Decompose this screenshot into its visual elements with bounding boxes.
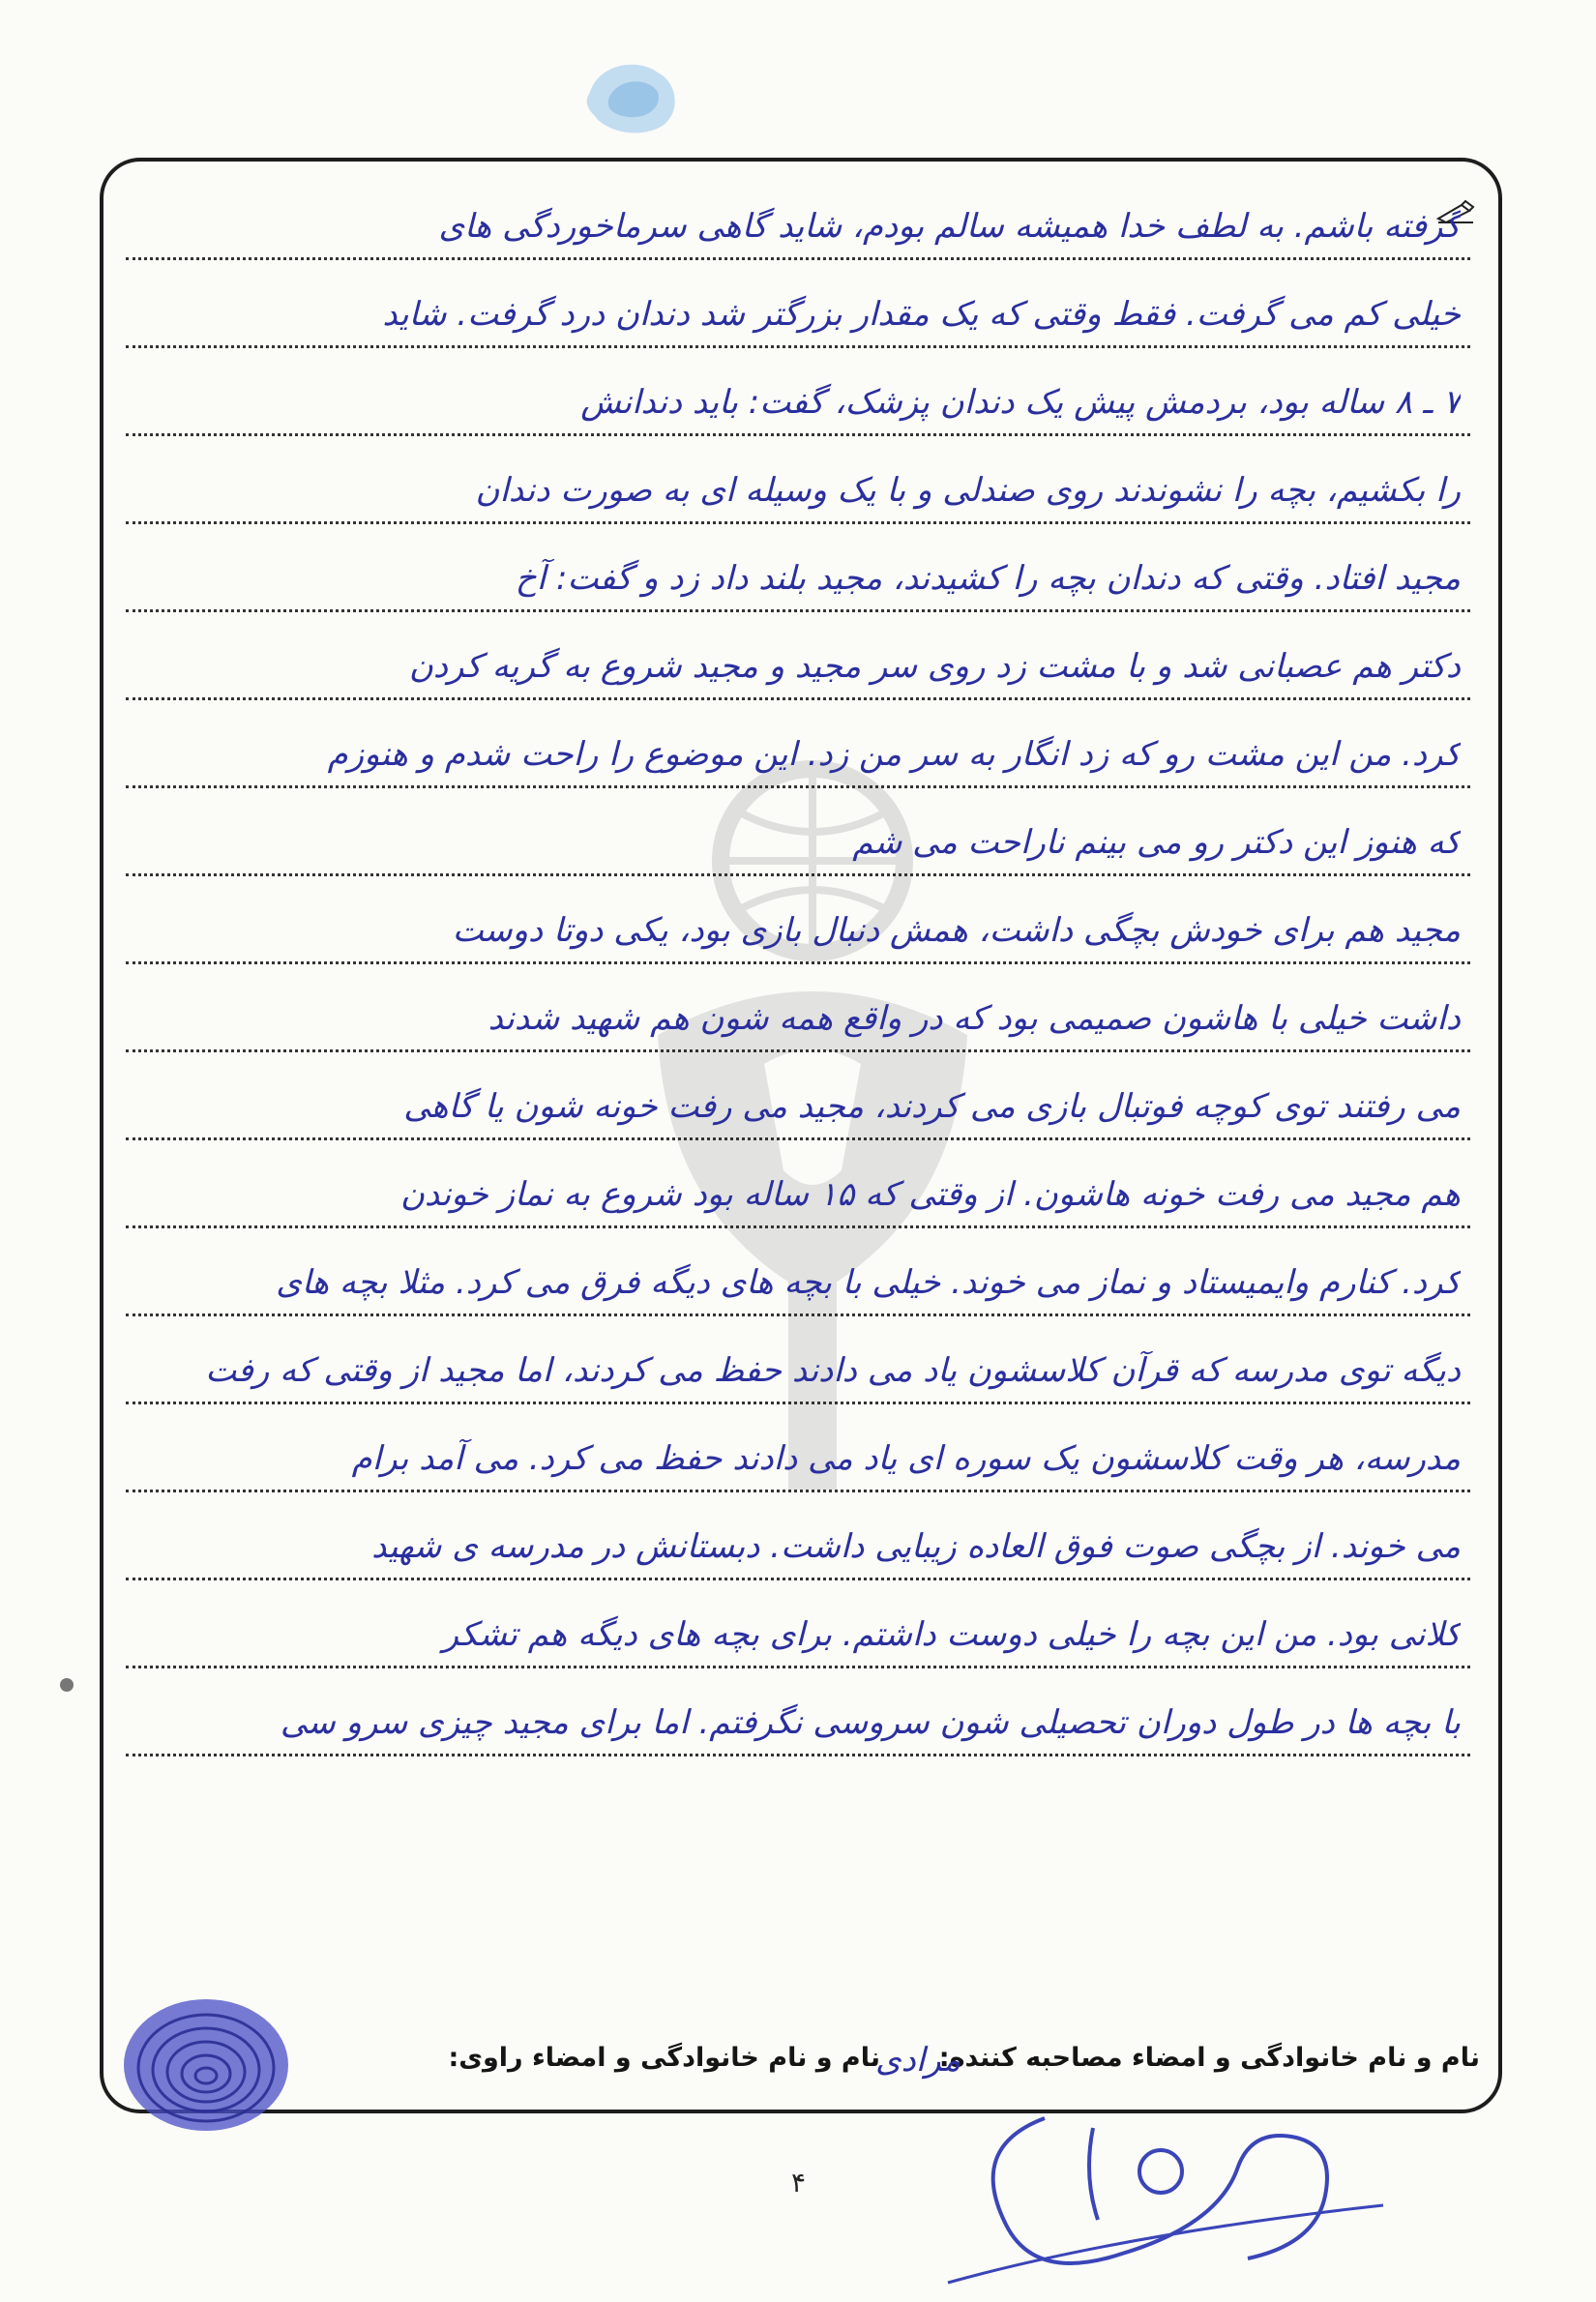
dotted-rule: [126, 1225, 1470, 1228]
dotted-rule: [126, 1313, 1470, 1316]
line-text: هم مجید می رفت خونه هاشون. از وقتی که ۱۵ ساله بود شروع به نماز خوندن: [399, 1175, 1461, 1214]
line-text: دیگه توی مدرسه که قرآن کلاسشون یاد می دادند حفظ می کردند، اما مجید از وقتی که رفت: [205, 1351, 1461, 1390]
line-text: داشت خیلی با هاشون صمیمی بود که در واقع همه شون هم شهید شدند: [488, 999, 1461, 1038]
line-text: کرد. کنارم وایمیستاد و نماز می خوند. خیلی با بچه های دیگه فرق می کرد. مثلا بچه های: [276, 1263, 1461, 1302]
dotted-rule: [126, 609, 1470, 612]
text-line: [68, 722, 1519, 810]
text-line: [68, 1250, 1519, 1338]
interviewer-label: نام و نام خانوادگی و امضاء مصاحبه کننده:: [938, 2043, 1480, 2073]
dotted-rule: [126, 961, 1470, 964]
dotted-rule: [126, 1754, 1470, 1756]
dotted-rule: [126, 257, 1470, 260]
line-text: کلانی بود. من این بچه را خیلی دوست داشتم. برای بچه های دیگه هم تشکر: [442, 1615, 1461, 1654]
narrator-signature: [929, 2089, 1393, 2302]
dotted-rule: [126, 1490, 1470, 1492]
text-line: [68, 281, 1519, 369]
interviewer-signature: مرادی: [875, 2041, 961, 2080]
line-text: مجید هم برای خودش بچگی داشت، همش دنبال بازی بود، یکی دوتا دوست: [452, 911, 1461, 950]
text-line: [68, 986, 1519, 1074]
text-line: [68, 634, 1519, 722]
text-line: [68, 1426, 1519, 1514]
line-text: مدرسه، هر وقت کلاسشون یک سوره ای یاد می دادند حفظ می کرد. می آمد برام: [351, 1439, 1461, 1478]
dotted-rule: [126, 697, 1470, 700]
dotted-rule: [126, 1402, 1470, 1404]
line-text: با بچه ها در طول دوران تحصیلی شون سروسی نگرفتم. اما برای مجید چیزی سرو سی: [280, 1703, 1461, 1742]
fingerprint-stamp: [114, 1992, 293, 2138]
line-text: خیلی کم می گرفت. فقط وقتی که یک مقدار بزرگتر شد دندان درد گرفت. شاید: [382, 295, 1461, 334]
line-text: می رفتند توی کوچه فوتبال بازی می کردند، مجید می رفت خونه شون یا گاهی: [403, 1087, 1461, 1126]
text-line: [68, 1162, 1519, 1250]
text-line: [68, 1690, 1519, 1778]
line-text: را بکشیم، بچه را نشوندند روی صندلی و با یک وسیله ای به صورت دندان: [475, 471, 1461, 510]
dotted-rule: [126, 1578, 1470, 1580]
ink-stain: [580, 53, 687, 140]
line-text: کرد. من این مشت رو که زد انگار به سر من زد. این موضوع را راحت شدم و هنوزم: [327, 735, 1461, 774]
line-text: که هنوز این دکتر رو می بینم ناراحت می شم: [852, 823, 1461, 862]
text-line: [68, 810, 1519, 898]
text-line: [68, 546, 1519, 634]
dotted-rule: [126, 1049, 1470, 1052]
text-line: [68, 1514, 1519, 1602]
ink-dot: [60, 1678, 74, 1692]
text-line: [68, 1338, 1519, 1426]
text-line: [68, 898, 1519, 986]
line-text: دکتر هم عصبانی شد و با مشت زد روی سر مجید و مجید شروع به گریه کردن: [408, 647, 1461, 686]
dotted-rule: [126, 1666, 1470, 1668]
dotted-rule: [126, 873, 1470, 876]
dotted-rule: [126, 345, 1470, 348]
handwritten-text-block: [68, 193, 1519, 1778]
dotted-rule: [126, 785, 1470, 788]
text-line: [68, 369, 1519, 457]
text-line: [68, 193, 1519, 281]
dotted-rule: [126, 433, 1470, 436]
dotted-rule: [126, 1137, 1470, 1140]
line-text: می خوند. از بچگی صوت فوق العاده زیبایی داشت. دبستانش در مدرسه ی شهید: [371, 1527, 1461, 1566]
text-line: [68, 457, 1519, 546]
dotted-rule: [126, 521, 1470, 524]
text-line: [68, 1074, 1519, 1162]
page-number: ۴: [791, 2167, 807, 2199]
line-text: گرفته باشم. به لطف خدا همیشه سالم بودم، شاید گاهی سرماخوردگی های: [438, 207, 1461, 246]
line-text: ۷ ـ ۸ ساله بود، بردمش پیش یک دندان پزشک، گفت: باید دندانش: [580, 383, 1461, 422]
line-text: مجید افتاد. وقتی که دندان بچه را کشیدند، مجید بلند داد زد و گفت: آخ: [515, 559, 1461, 598]
narrator-label: نام و نام خانوادگی و امضاء راوی:: [448, 2043, 880, 2073]
text-line: [68, 1602, 1519, 1690]
